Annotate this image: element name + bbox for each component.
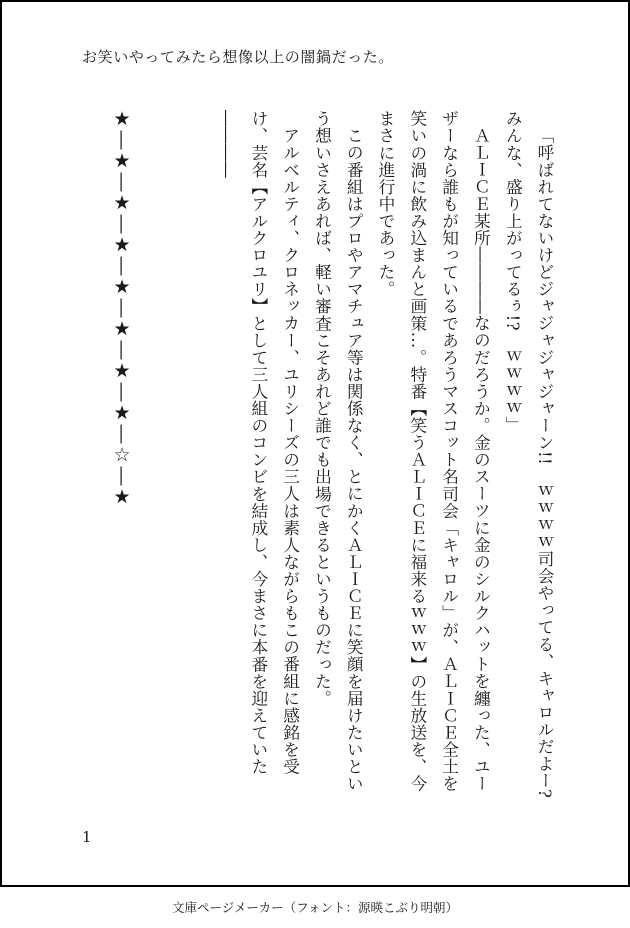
footer-credit: 文庫ページメーカー（フォント：源暎こぶり明朝） bbox=[171, 900, 458, 915]
running-title: お笑いやってみたら想像以上の闇鍋だった。 bbox=[82, 48, 395, 66]
page-number: 1 bbox=[82, 828, 92, 846]
paragraph-2: ＡＬＩＣＥ某所――――なのだろうか。金のスーツに金のシルクハットを纏った、ユーザーなら誰もが知っているであろうマスコット名司会「キャロル」が、ＡＬＩＣＥ全土を笑いの渦に飲み込まんと画策…。特番【笑うＡＬＩＣＥに福来るｗｗｗ】の生放送を、今まさに進行中であった。 bbox=[376, 110, 492, 792]
paragraph-4: アルベルティ、クロネッカー、ユリシーズの三人は素人ながらもこの番組に感銘を受け、芸名【アルクロユリ】として三人組のコンビを結成し、今まさに本番を迎えていた―――― bbox=[217, 110, 301, 775]
paragraph-1: 「呼ばれてないけどジャジャジャジャーン!! ｗｗｗｗ司会やってる、キャロルだよー? みんな、盛り上がってるぅ!? ｗｗｗｗ」 bbox=[503, 110, 555, 816]
star-divider: ★―★―★―★―★―★―★―★―☆―★ bbox=[111, 108, 133, 509]
body-text bbox=[210, 110, 560, 816]
paragraph-3: この番組はプロやアマチュア等は関係なく、とにかくＡＬＩＣＥに笑顔を届けたいという想いさえあれば、軽い審査こそあれど誰でも出場できるというものだった。 bbox=[312, 110, 365, 792]
